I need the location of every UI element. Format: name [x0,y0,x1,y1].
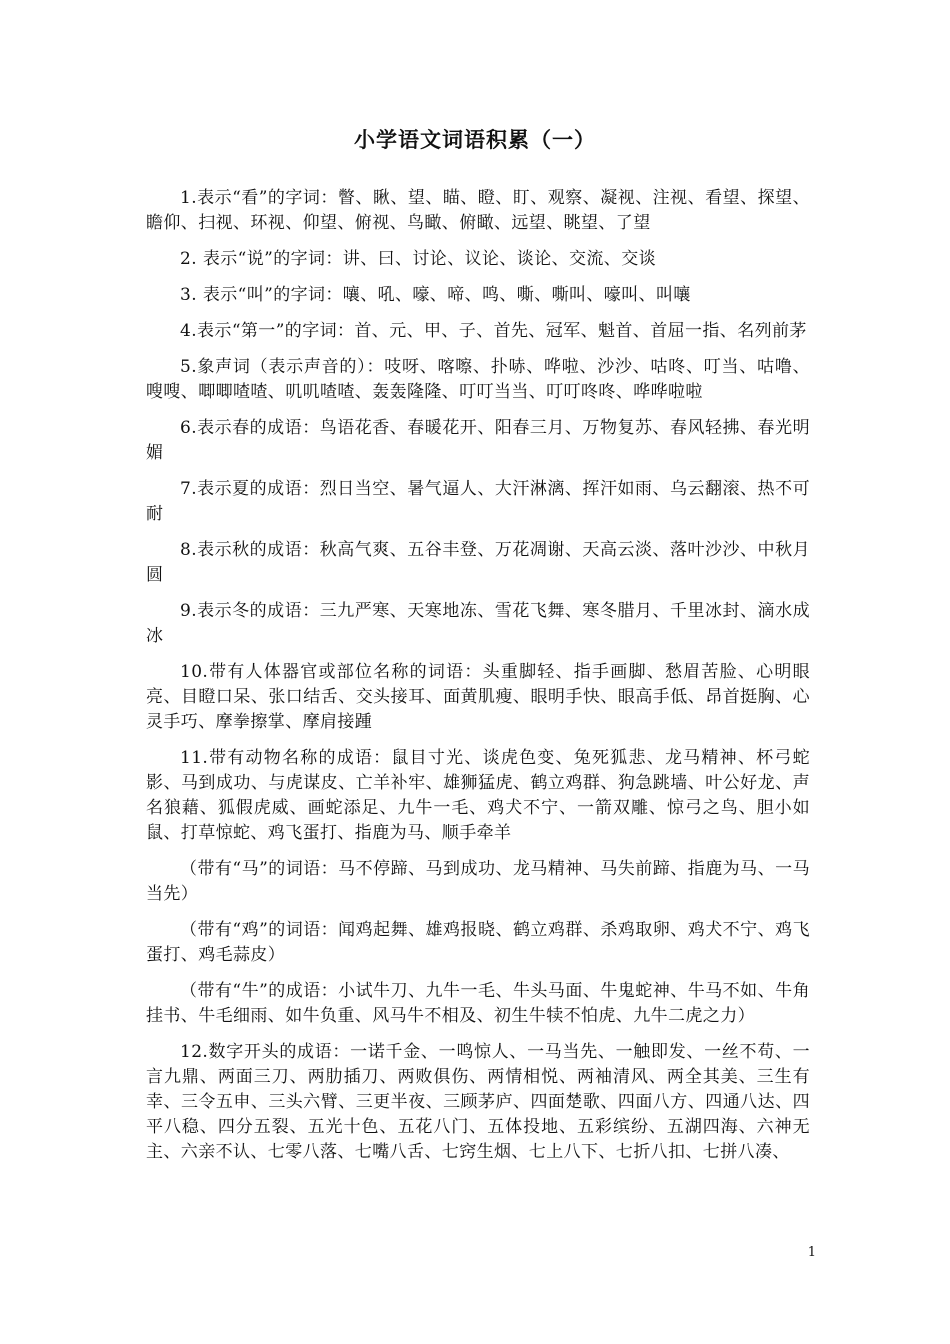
page-number: 1 [807,1245,816,1260]
paragraph-first-words: 4.表示“第一”的字词：首、元、甲、子、首先、冠军、魁首、首屈一指、名列前茅 [180,321,807,341]
paragraph-body-part-words: 10.带有人体器官或部位名称的词语：头重脚轻、指手画脚、愁眉苦脸、心明眼亮、目瞪口呆、张口结舌、交头接耳、面黄肌瘦、眼明手快、眼高手低、昂首挺胸、心灵手巧、摩拳擦掌、摩肩接踵 [146,662,810,732]
paragraph-spring-idioms: 6.表示春的成语：鸟语花香、春暖花开、阳春三月、万物复苏、春风轻拂、春光明媚 [146,418,810,463]
paragraph-ox-idioms: （带有“牛”的成语：小试牛刀、九牛一毛、牛头马面、牛鬼蛇神、牛马不如、牛角挂书、牛毛细雨、如牛负重、风马牛不相及、初生牛犊不怕虎、九牛二虎之力） [146,981,810,1026]
paragraph-chicken-words: （带有“鸡”的词语：闻鸡起舞、雄鸡报晓、鹤立鸡群、杀鸡取卵、鸡犬不宁、鸡飞蛋打、鸡毛蒜皮） [146,920,810,965]
document-body [146,186,810,1176]
paragraph-autumn-idioms: 8.表示秋的成语：秋高气爽、五谷丰登、万花凋谢、天高云淡、落叶沙沙、中秋月圆 [146,540,810,585]
paragraph-look-words: 1.表示“看”的字词：瞥、瞅、望、瞄、瞪、盯、观察、凝视、注视、看望、探望、瞻仰、扫视、环视、仰望、俯视、鸟瞰、俯瞰、远望、眺望、了望 [146,188,810,233]
paragraph-winter-idioms: 9.表示冬的成语：三九严寒、天寒地冻、雪花飞舞、寒冬腊月、千里冰封、滴水成冰 [146,601,810,646]
paragraph-onomatopoeia: 5.象声词（表示声音的）：吱呀、喀嚓、扑哧、哗啦、沙沙、咕咚、叮当、咕噜、嗖嗖、唧唧喳喳、叽叽喳喳、轰轰隆隆、叮叮当当、叮叮咚咚、哗哗啦啦 [146,357,810,402]
paragraph-say-words: 2. 表示“说”的字词：讲、曰、讨论、议论、谈论、交流、交谈 [180,249,657,269]
paragraph-horse-words: （带有“马”的词语：马不停蹄、马到成功、龙马精神、马失前蹄、指鹿为马、一马当先） [146,859,810,904]
paragraph-animal-idioms: 11.带有动物名称的成语：鼠目寸光、谈虎色变、兔死狐悲、龙马精神、杯弓蛇影、马到成功、与虎谋皮、亡羊补牢、雄狮猛虎、鹤立鸡群、狗急跳墙、叶公好龙、声名狼藉、狐假虎威、画蛇添足、九牛一毛、鸡犬不宁、一箭双雕、惊弓之鸟、胆小如鼠、打草惊蛇、鸡飞蛋打、指鹿为马、顺手牵羊 [146,748,810,843]
paragraph-number-idioms: 12.数字开头的成语：一诺千金、一鸣惊人、一马当先、一触即发、一丝不苟、一言九鼎、两面三刀、两肋插刀、两败俱伤、两情相悦、两袖清风、两全其美、三生有幸、三令五申、三头六臂、三更半夜、三顾茅庐、四面楚歌、四面八方、四通八达、四平八稳、四分五裂、五光十色、五花八门、五体投地、五彩缤纷、五湖四海、六神无主、六亲不认、七零八落、七嘴八舌、七窍生烟、七上八下、七折八扣、七拼八凑、 [146,1042,810,1162]
paragraph-call-words: 3. 表示“叫”的字词：嚷、吼、嚎、啼、鸣、嘶、嘶叫、嚎叫、叫嚷 [180,285,691,305]
page-title: 小学语文词语积累（一） [354,128,596,152]
paragraph-summer-idioms: 7.表示夏的成语：烈日当空、暑气逼人、大汗淋漓、挥汗如雨、乌云翻滚、热不可耐 [146,479,810,524]
